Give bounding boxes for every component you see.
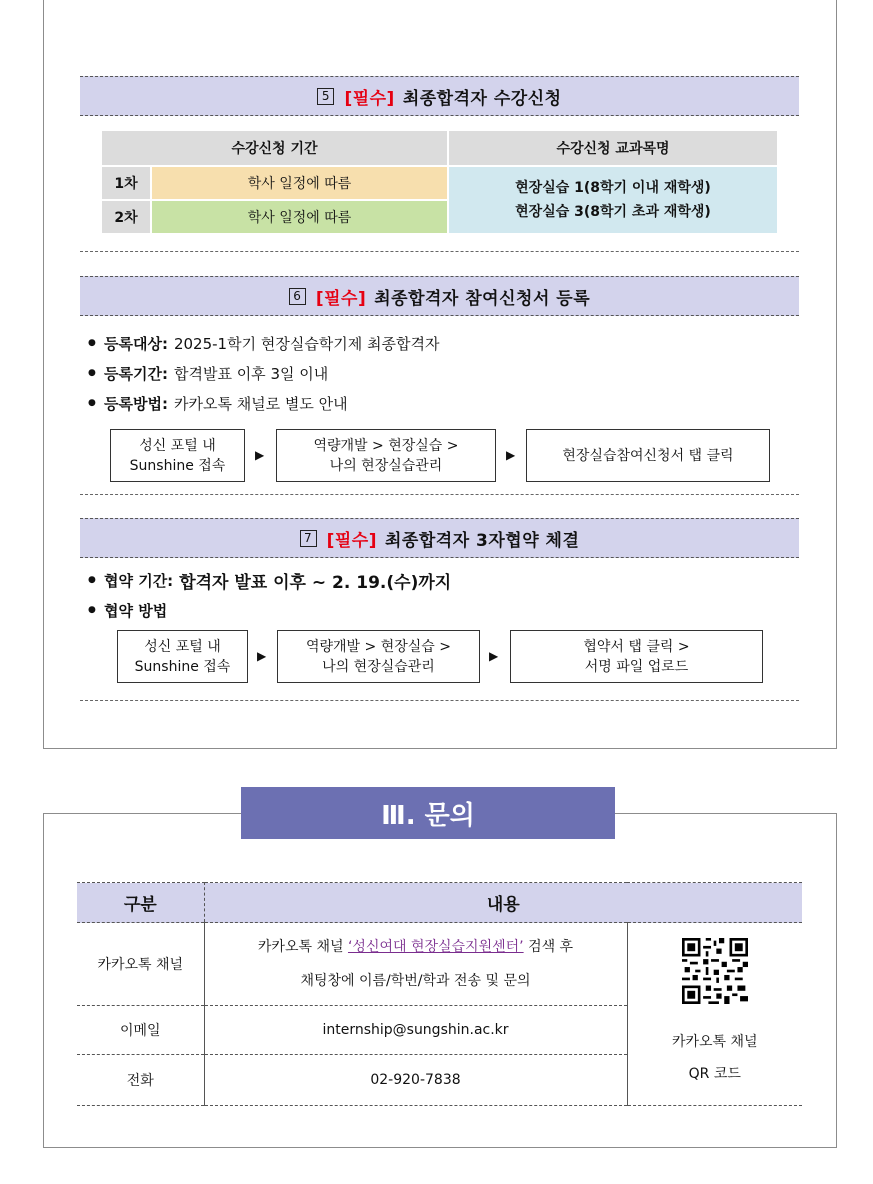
phone-label: 전화 bbox=[77, 1055, 204, 1106]
email-label: 이메일 bbox=[77, 1006, 204, 1055]
period-cell: 학사 일정에 따름 bbox=[151, 166, 448, 200]
arrow-right-icon: ▶ bbox=[257, 649, 267, 663]
section6-bullets bbox=[88, 328, 440, 418]
col-category: 구분 bbox=[77, 883, 204, 923]
kakao-label: 카카오톡 채널 bbox=[77, 923, 204, 1006]
registration-table bbox=[100, 129, 779, 235]
bullet-item: ● 등록대상: 2025-1학기 현장실습학기제 최종합격자 bbox=[88, 334, 440, 353]
required-label: [필수] bbox=[326, 530, 377, 551]
section-number-box: 7 bbox=[300, 530, 317, 547]
email-value[interactable]: internship@sungshin.ac.kr bbox=[204, 1006, 627, 1055]
inquiry-table bbox=[77, 882, 802, 1106]
section-number-box: 6 bbox=[289, 288, 306, 305]
step-box: 역량개발 > 현장실습 > 나의 현장실습관리 bbox=[277, 630, 480, 683]
step-box: 성신 포털 내 Sunshine 접속 bbox=[110, 429, 245, 482]
required-label: [필수] bbox=[344, 88, 395, 109]
arrow-right-icon: ▶ bbox=[255, 448, 265, 462]
step-box: 역량개발 > 현장실습 > 나의 현장실습관리 bbox=[276, 429, 496, 482]
bullet-item: ● 협약 기간: 합격자 발표 이후 ~ 2. 19.(수)까지 bbox=[88, 571, 452, 593]
qr-cell: 카카오톡 채널 QR 코드 bbox=[627, 923, 802, 1106]
bullet-item: ● 등록기간: 합격발표 이후 3일 이내 bbox=[88, 364, 329, 383]
subject-line: 현장실습 3(8학기 초과 재학생) bbox=[515, 204, 711, 220]
arrow-right-icon: ▶ bbox=[489, 649, 499, 663]
phone-value: 02-920-7838 bbox=[204, 1055, 627, 1106]
step-box: 성신 포털 내 Sunshine 접속 bbox=[117, 630, 248, 683]
section6-header bbox=[80, 276, 799, 316]
arrow-right-icon: ▶ bbox=[506, 448, 516, 462]
round-label: 2차 bbox=[101, 200, 151, 234]
col-period: 수강신청 기간 bbox=[101, 130, 448, 166]
step-box: 협약서 탭 클릭 > 서명 파일 업로드 bbox=[510, 630, 763, 683]
section-title: 최종합격자 참여신청서 등록 bbox=[374, 288, 591, 309]
kakao-channel-link[interactable]: ‘성신여대 현장실습지원센터’ bbox=[347, 939, 524, 955]
col-content: 내용 bbox=[204, 883, 802, 923]
subject-line: 현장실습 1(8학기 이내 재학생) bbox=[515, 180, 711, 196]
divider bbox=[80, 700, 799, 701]
bullet-item: ● 협약 방법 bbox=[88, 601, 168, 620]
kakao-content: 카카오톡 채널 ‘성신여대 현장실습지원센터’ 검색 후 채팅창에 이름/학번/학과 전송 및 문의 bbox=[204, 923, 627, 1006]
section7-header bbox=[80, 518, 799, 558]
step-box: 현장실습참여신청서 탭 클릭 bbox=[526, 429, 770, 482]
bullet-item: ● 등록방법: 카카오톡 채널로 별도 안내 bbox=[88, 394, 348, 413]
subjects-cell bbox=[448, 166, 778, 234]
col-subjects: 수강신청 교과목명 bbox=[448, 130, 778, 166]
section5-header bbox=[80, 76, 799, 116]
qr-code-icon[interactable] bbox=[682, 938, 748, 1004]
divider bbox=[80, 251, 799, 252]
section-number-box: 5 bbox=[317, 88, 334, 105]
round-label: 1차 bbox=[101, 166, 151, 200]
divider bbox=[80, 494, 799, 495]
period-cell: 학사 일정에 따름 bbox=[151, 200, 448, 234]
required-label: [필수] bbox=[315, 288, 367, 309]
section-title: 최종합격자 3자협약 체결 bbox=[385, 530, 580, 551]
inquiry-title: Ⅲ. 문의 bbox=[241, 787, 615, 839]
section-title: 최종합격자 수강신청 bbox=[402, 88, 562, 109]
section7-bullets bbox=[88, 565, 451, 625]
